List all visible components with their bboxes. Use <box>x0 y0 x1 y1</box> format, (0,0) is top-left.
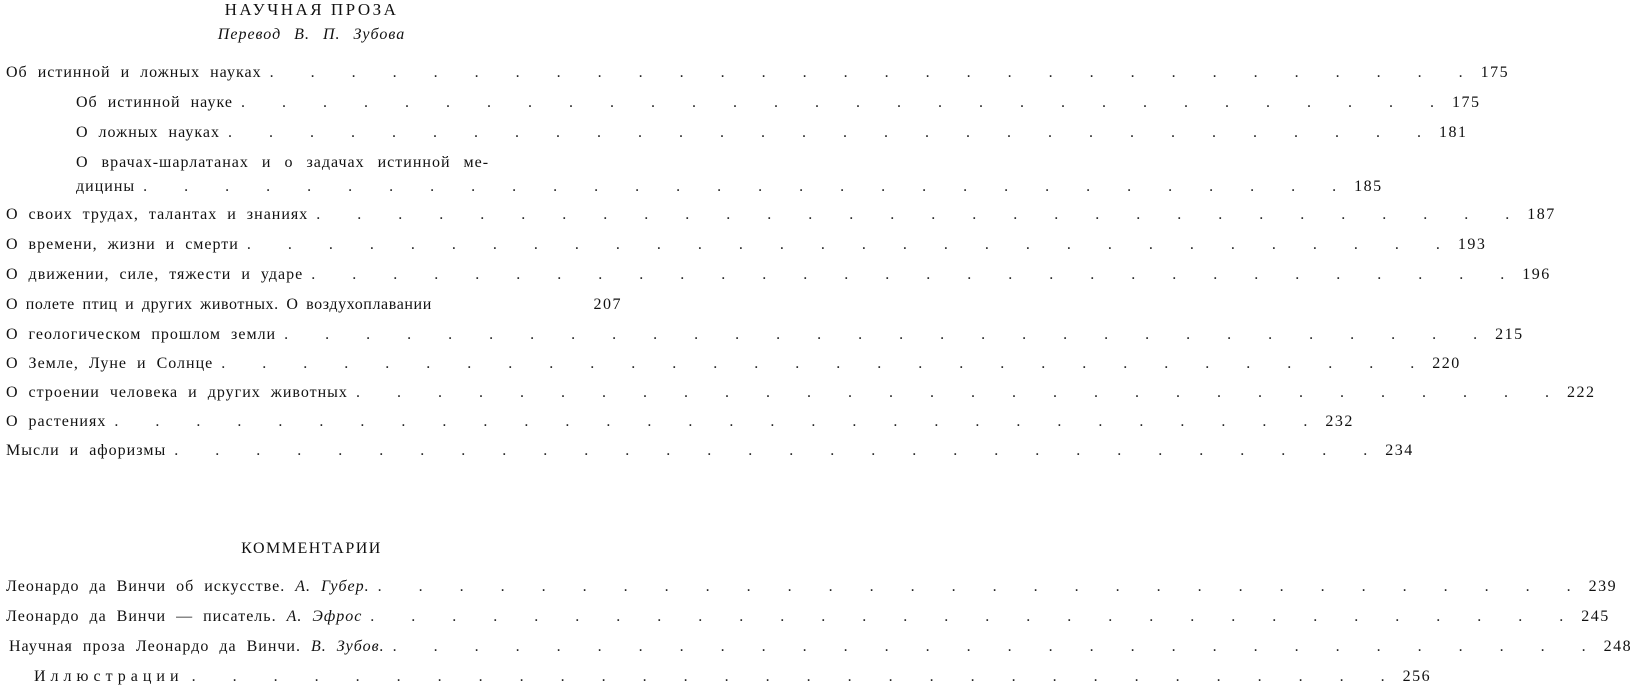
leader-dots: . . . . . . . . . . . . . . . . . . . . . . . . . . . . . . <box>284 326 1492 343</box>
toc-entry-page: 196 <box>1522 266 1551 283</box>
toc-entry-author: А. Эфрос <box>286 608 363 625</box>
toc-entry-page: 185 <box>1354 178 1383 195</box>
toc-entry-author: А. Губер. <box>295 578 370 595</box>
toc-entry[interactable] <box>6 413 1354 437</box>
toc-entry-title: О строении человека и других животных <box>6 384 348 401</box>
toc-entry[interactable] <box>9 638 1632 662</box>
toc-entry-page: 181 <box>1439 124 1468 141</box>
toc-entry-title: Мысли и афоризмы <box>6 442 167 459</box>
toc-entry-page: 175 <box>1480 64 1510 81</box>
toc-entry[interactable] <box>6 578 1618 602</box>
toc-entry-page: 187 <box>1527 206 1556 223</box>
toc-entry-title-line1[interactable]: О врачах-шарлатанах и о задачах истинной ме- <box>76 154 490 171</box>
toc-entry-title <box>9 638 385 656</box>
toc-entry[interactable] <box>6 206 1556 230</box>
toc-entry[interactable] <box>34 668 1432 692</box>
toc-entry-page: 207 <box>593 296 622 313</box>
toc-entry[interactable] <box>76 178 1383 202</box>
toc-entry-title: Об истинной науке <box>76 94 233 111</box>
toc-entry-page: 175 <box>1451 94 1481 111</box>
toc-entry-page: 193 <box>1457 236 1487 253</box>
toc-entry[interactable] <box>6 384 1596 408</box>
toc-entry-page: 220 <box>1432 355 1461 372</box>
toc-entry-title: О геологическом прошлом земли <box>6 326 277 343</box>
toc-entry-title: О своих трудах, талантах и знаниях <box>6 206 309 223</box>
toc-entry[interactable] <box>6 355 1461 379</box>
leader-dots: . . . . . . . . . . . . . . . . . . . . . . . . . . . . . . <box>370 608 1578 625</box>
translator-credit: Перевод В. П. Зубова <box>217 26 406 43</box>
toc-entry-title: О Земле, Луне и Солнце <box>6 355 214 372</box>
leader-dots: . . . . . . . . . . . . . . . . . . . . . . . . . . . . . . <box>311 266 1519 283</box>
leader-dots: . . . . . . . . . . . . . . . . . . . . . . . . . . . . . . <box>143 178 1351 195</box>
leader-dots: . . . . . . . . . . . . . . . . . . . . . . . . . . . . . . <box>228 124 1435 141</box>
toc-entry-title-text: Леонардо да Винчи — писатель. <box>6 608 277 625</box>
leader-dots: . . . . . . . . . . . . . . . . . . . . . . . . . . . . . . <box>174 442 1382 459</box>
toc-entry-title-text: Научная проза Леонардо да Винчи. <box>9 638 301 655</box>
leader-dots: . . . . . . . . . . . . . . . . . . . . . . . . . . . . . . <box>221 355 1429 372</box>
toc-entry-title <box>6 608 362 626</box>
section-heading-commentary: КОММЕНТАРИИ <box>241 540 382 557</box>
toc-entry-page: 239 <box>1588 578 1618 595</box>
toc-entry[interactable] <box>6 296 622 320</box>
toc-entry-author: В. Зубов. <box>310 638 385 655</box>
leader-dots: . . . . . . . . . . . . . . . . . . . . . . . . . . . . . . <box>240 94 1448 111</box>
leader-dots: . . . . . . . . . . . . . . . . . . . . . . . . . . . . . . <box>246 236 1454 253</box>
toc-entry[interactable] <box>76 94 1481 118</box>
toc-entry[interactable] <box>6 236 1487 260</box>
toc-entry-page: 232 <box>1325 413 1354 430</box>
toc-entry-title-text: Леонардо да Винчи об искусстве. <box>6 578 286 595</box>
toc-entry-title: О растениях <box>6 413 107 430</box>
toc-entry-title: Иллюстрации <box>34 668 184 685</box>
toc-entry-page: 248 <box>1603 638 1632 655</box>
leader-dots: . . . . . . . . . . . . . . . . . . . . . . . . . . . . . . <box>392 638 1600 655</box>
toc-entry[interactable] <box>6 608 1610 632</box>
toc-entry[interactable] <box>76 124 1468 148</box>
toc-entry[interactable] <box>6 442 1414 466</box>
leader-dots: . . . . . . . . . . . . . . . . . . . . . . . . . . . . . . <box>114 413 1322 430</box>
toc-entry-title: Об истинной и ложных науках <box>6 64 262 81</box>
toc-entry-title: О движении, силе, тяжести и ударе <box>6 266 304 283</box>
toc-entry[interactable] <box>6 266 1551 290</box>
leader-dots: . . . . . . . . . . . . . . . . . . . . . . . . . . . . . . <box>269 64 1477 81</box>
toc-entry-title: О ложных науках <box>76 124 220 141</box>
toc-entry-page: 256 <box>1402 668 1432 685</box>
toc-entry-page: 215 <box>1495 326 1524 343</box>
leader-dots: . . . . . . . . . . . . . . . . . . . . . . . . . . . . . . <box>355 384 1563 401</box>
toc-entry-page: 222 <box>1566 384 1596 401</box>
leader-dots: . . . . . . . . . . . . . . . . . . . . . . . . . . . . . . <box>316 206 1524 223</box>
toc-entry-title-line2: дицины <box>76 178 136 195</box>
section-heading-scientific-prose: НАУЧНАЯ ПРОЗА <box>224 0 399 19</box>
toc-entry[interactable] <box>6 64 1510 88</box>
toc-entry-page: 245 <box>1581 608 1610 625</box>
toc-entry-page: 234 <box>1385 442 1414 459</box>
toc-entry-title: О полете птиц и других животных. О воздухоплавании <box>6 296 432 313</box>
leader-dots: . . . . . . . . . . . . . . . . . . . . . . . . . . . . . . <box>377 578 1585 595</box>
toc-entry-title <box>6 578 370 596</box>
toc-entry-title: О времени, жизни и смерти <box>6 236 239 253</box>
toc-entry[interactable] <box>6 326 1524 350</box>
leader-dots: . . . . . . . . . . . . . . . . . . . . . . . . . . . . . . <box>191 668 1399 685</box>
